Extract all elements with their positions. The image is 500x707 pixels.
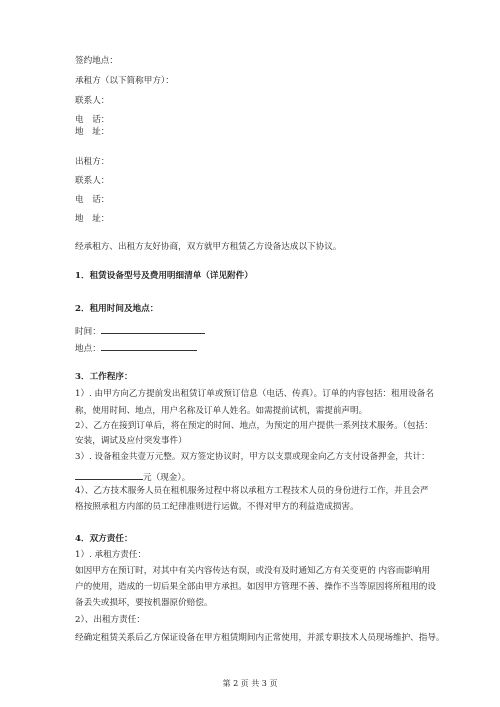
procedure-3-line-1: 3）. 设备租金共壹万元整。双方签定协议时，甲方以支票或现金向乙方支付设备押金，共计： — [75, 452, 430, 462]
lessee-address-label: 地 址： — [75, 127, 110, 137]
procedure-4-line-1: 4）、乙方技术服务人员在租机服务过程中将以承租方工程技术人员的身份进行工作，并且会严 — [75, 486, 429, 496]
lessee-contact-label: 联系人： — [75, 96, 110, 106]
intro-paragraph: 经承租方、出租方友好协商，双方就甲方租赁乙方设备达成以下协议。 — [75, 242, 342, 252]
lessor-duty-line-1: 经确定租赁关系后乙方保证设备在甲方租赁期间内正常使用，并派专职技术人员现场维护、指导。 — [75, 633, 445, 643]
deposit-suffix: 元（现金）。 — [143, 473, 191, 483]
lessee-phone-label: 电 话： — [75, 115, 110, 125]
procedure-1-line-1: 1）. 由甲方向乙方提前发出租赁订单或预订信息（电话、传真）。订单的内容包括：租用设备名 — [75, 389, 434, 399]
procedure-2-line-2: 安装，调试及应付突发事件） — [75, 436, 187, 446]
lessor-contact-label: 联系人： — [75, 176, 110, 186]
lessee-duty-heading: 1）. 承租方责任： — [75, 550, 147, 560]
section-4-heading: 4．双方责任： — [75, 534, 133, 544]
lessee-duty-line-2: 户的使用，造成的一切后果全部由甲方承担。如因甲方管理不善、操作不当等原因将所租用的设 — [75, 582, 436, 592]
sign-place-label: 签约地点： — [75, 56, 118, 66]
deposit-amount-blank — [75, 470, 143, 480]
procedure-1-line-2: 称，使用时间、地点，用户名称及订单人姓名。如需提前试机，需提前声明。 — [75, 406, 368, 416]
lessor-phone-label: 电 话： — [75, 195, 110, 205]
lessor-title: 出租方： — [75, 157, 110, 167]
procedure-4-line-2: 格按照承租方内部的员工纪律准则进行运做。不得对甲方的利益造成损害。 — [75, 502, 359, 512]
lessee-title: 承租方（以下简称甲方）： — [75, 76, 174, 86]
procedure-2-line-1: 2）、乙方在接到订单后，将在预定的时间、地点，为预定的用户提供一系列技术服务。（包括： — [75, 421, 433, 431]
lessor-duty-heading: 2）、出租方责任： — [75, 615, 145, 625]
lessee-duty-line-1: 如因甲方在预订时，对其中有关内容传达有误，或没有及时通知乙方有关变更的 内容而影响用 — [75, 566, 431, 576]
section-3-heading: 3．工作程序： — [75, 372, 133, 382]
rental-time-row — [75, 324, 205, 337]
rental-place-label: 地点： — [75, 344, 101, 354]
lessee-duty-line-3: 备丢失或损坏，要按机器原价赔偿。 — [75, 598, 213, 608]
section-1-heading: 1．租赁设备型号及费用明细清单（详见附件） — [75, 271, 253, 281]
rental-time-blank — [101, 324, 205, 334]
procedure-3-line-2 — [75, 470, 190, 483]
lessor-address-label: 地 址： — [75, 214, 110, 224]
rental-time-label: 时间： — [75, 327, 101, 337]
rental-place-blank — [101, 341, 197, 351]
section-2-heading: 2．租用时间及地点： — [75, 304, 159, 314]
rental-place-row — [75, 341, 197, 354]
page-number-footer: 第 2 页 共 3 页 — [222, 679, 278, 688]
